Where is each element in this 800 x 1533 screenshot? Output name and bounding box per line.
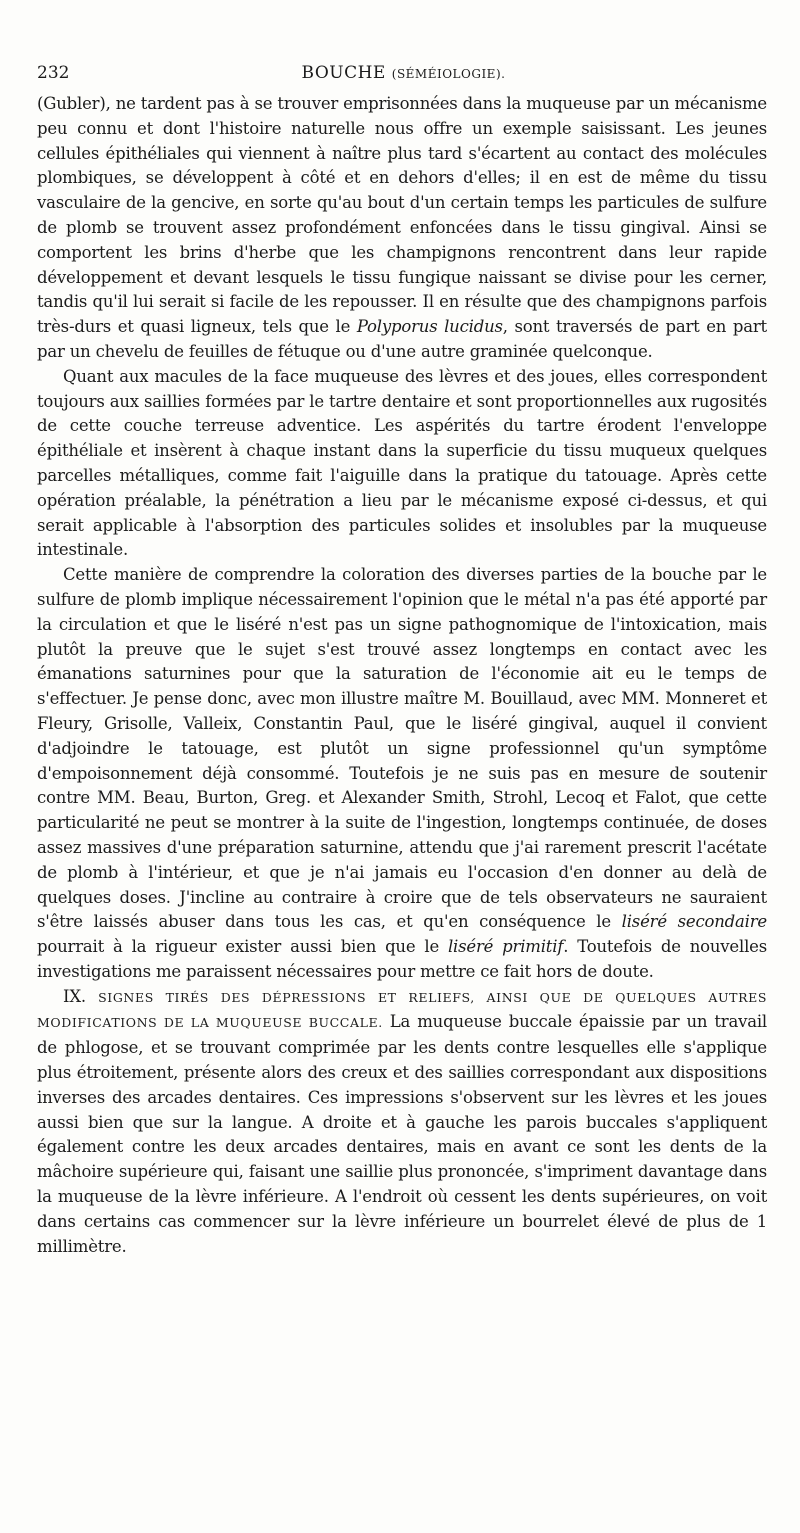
paragraph-3-text-b: pourrait à la rigueur exister aussi bien que le [37,937,448,957]
paragraph-4-text: La muqueuse buccale épaissie par un travail de phlogose, et se trouvant comprimée par les dents contre lesquelles elle s'applique plus étroitement, présente alors des creux et des saillies correspondant aux dispositions inverses des arcades dentaires. Ces impressions s'observent sur les lèvres et les joues aussi bien que sur la langue. A droite et à gauche les parois buccales s'appliquent également contre les deux arcades dentaires, mais en avant ce sont les dents de la mâchoire supérieure qui, faisant une saillie plus prononcée, s'impriment davantage dans la muqueuse de la lèvre inférieure. A l'endroit où cessent les dents supérieures, on voit dans certains cas commencer sur la lèvre inférieure un bourrelet élevé de plus de 1 millimètre. [37,1012,768,1256]
paragraph-1 [37,92,767,365]
running-title-sub: (SÉMÉIOLOGIE). [391,67,506,81]
running-title-word: BOUCHE [301,63,386,83]
paragraph-3 [37,563,767,985]
section-number: IX. [63,986,86,1006]
paragraph-1-text-b: , sont traversés de part en part par un chevelu de feuilles de fétuque ou d'une autre graminée quelconque. [37,317,767,361]
body-text [37,92,767,1259]
page-number: 232 [37,63,70,83]
term-lisere-secondaire: liséré secondaire [621,912,767,932]
paragraph-3-text-a: Cette manière de comprendre la coloration des diverses parties de la bouche par le sulfure de plomb implique nécessairement l'opinion que le métal n'a pas été apporté par la circulation et que le liséré n'est pas un signe pathognomique de l'intoxication, mais plutôt la preuve que le sujet s'est trouvé assez longtemps en contact avec les émanations saturnines pour que la saturation de l'économie ait eu le temps de s'effectuer. Je pense donc, avec mon illustre maître M. Bouillaud, avec MM. Monneret et Fleury, Grisolle, Valleix, Constantin Paul, que le liséré gingival, auquel il convient d'adjoindre le tatouage, est plutôt un signe professionnel qu'un symptôme d'empoisonnement déjà consommé. Toutefois je ne suis pas en mesure de soutenir contre MM. Beau, Burton, Greg. et Alexander Smith, Strohl, Lecoq et Falot, que cette particularité ne peut se montrer à la suite de l'ingestion, longtemps continuée, de doses assez massives d'une préparation saturnine, attendu que j'ai rarement prescrit l'acétate de plomb à l'intérieur, et que je n'ai jamais eu l'occasion d'en donner au delà de quelques doses. J'incline au contraire à croire que de tels observateurs ne sauraient s'être laissés abuser dans tous les cas, et qu'en conséquence le [37,565,767,932]
term-lisere-primitif: liséré primitif [447,937,564,957]
paragraph-4 [37,985,767,1260]
running-header [37,58,770,88]
paragraph-1-text-a: (Gubler), ne tardent pas à se trouver emprisonnées dans la muqueuse par un mécanisme peu connu et dont l'histoire naturelle nous offre un exemple saisissant. Les jeunes cellules épithéliales qui viennent à naître plus tard s'écartent au contact des molécules plombiques, se développent à côté et en dehors d'elles; il en est de même du tissu vasculaire de la gencive, en sorte qu'au bout d'un certain temps les particules de sulfure de plomb se trouvent assez profondément enfoncées dans le tissu gingival. Ainsi se comportent les brins d'herbe que les champignons rencontrent dans leur rapide développement et devant lesquels le tissu fungique naissant se divise pour les cerner, tandis qu'il lui serait si facile de les repousser. Il en résulte que des champignons parfois très-durs et quasi ligneux, tels que le [37,94,767,337]
species-name: Polyporus lucidus [356,317,503,337]
running-title [37,58,770,89]
paragraph-2: Quant aux macules de la face muqueuse des lèvres et des joues, elles correspondent toujours aux saillies formées par le tartre dentaire et sont proportionnelles aux rugosités de cette couche terreuse adventice. Les aspérités du tartre érodent l'enveloppe épithéliale et insèrent à chaque instant dans la superficie du tissu muqueux quelques parcelles métalliques, comme fait l'aiguille dans la pratique du tatouage. Après cette opération préalable, la pénétration a lieu par le mécanisme exposé ci-dessus, et qui serait applicable à l'absorption des particules solides et insolubles par la muqueuse intestinale. [37,366,767,560]
paragraph-3-text-c: . Toutefois de nouvelles investigations me paraissent nécessaires pour mettre ce fait hors de doute. [37,937,767,981]
section-heading: SIGNES TIRÉS DES DÉPRESSIONS ET RELIEFS, AINSI QUE DE QUELQUES AUTRES MODIFICATIONS DE LA MUQUEUSE BUCCALE. [37,989,768,1031]
